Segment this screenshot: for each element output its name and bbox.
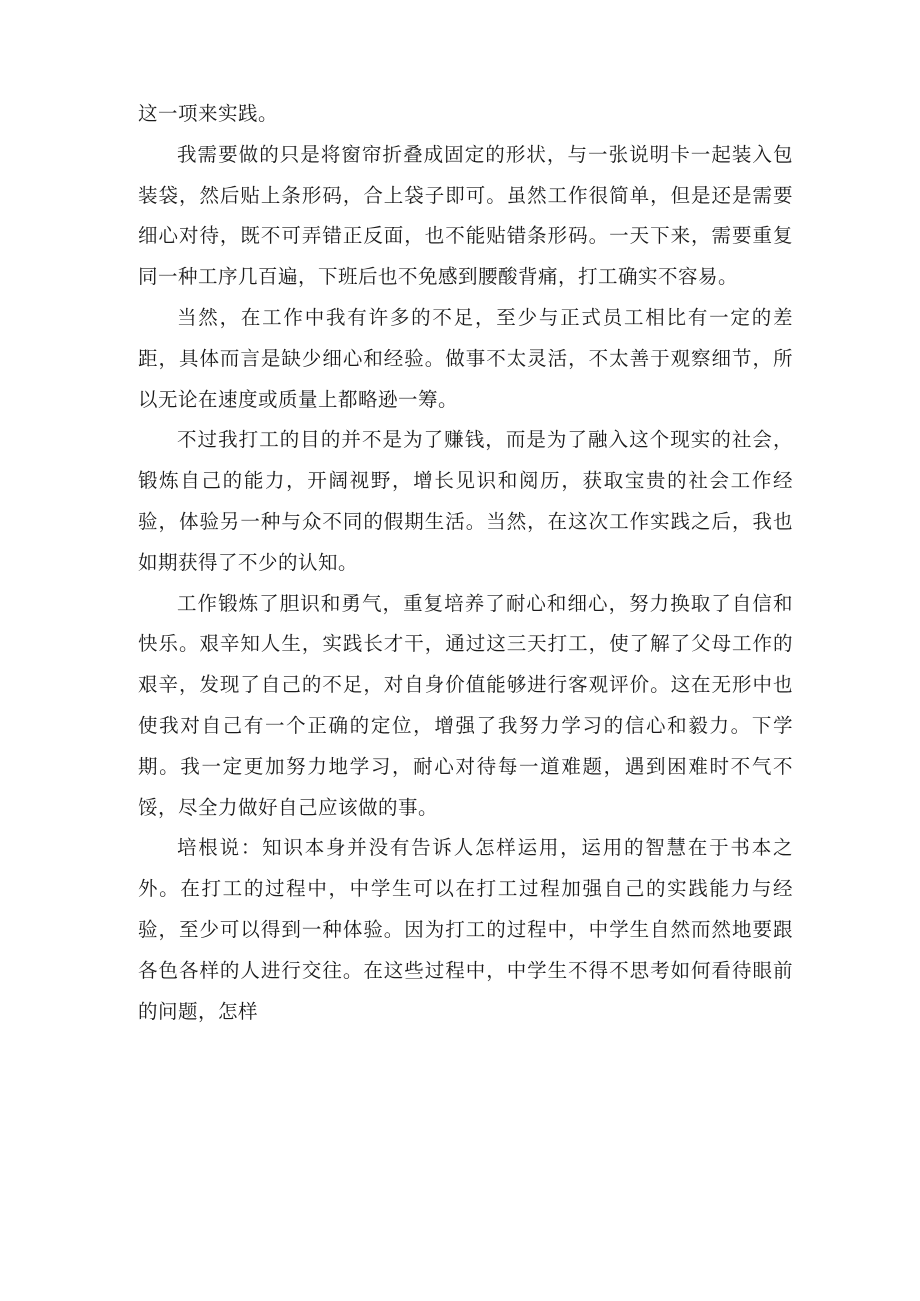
paragraph-gains: 工作锻炼了胆识和勇气，重复培养了耐心和细心，努力换取了自信和快乐。艰辛知人生，实践长才干，通过这三天打工，使了解了父母工作的艰辛，发现了自己的不足，对自身价值能够进行客观评价。这在无形中也使我对自己有一个正确的定位，增强了我努力学习的信心和毅力。下学期。我一定更加努力地学习，耐心对待每一道难题，遇到困难时不气不馁，尽全力做好自己应该做的事。 [138, 591, 793, 819]
paragraph-continued: 这一项来实践。 [138, 102, 279, 125]
paragraph-bacon-quote: 培根说：知识本身并没有告诉人怎样运用，运用的智慧在于书本之外。在打工的过程中，中学生可以在打工过程加强自己的实践能力与经验，至少可以得到一种体验。因为打工的过程中，中学生自然而然地要跟各色各样的人进行交往。在这些过程中，中学生不得不思考如何看待眼前的问题，怎样 [138, 836, 793, 1023]
paragraph-shortcomings: 当然，在工作中我有许多的不足，至少与正式员工相比有一定的差距，具体而言是缺少细心和经验。做事不太灵活，不太善于观察细节，所以无论在速度或质量上都略逊一筹。 [138, 305, 793, 411]
paragraph-packing-work: 我需要做的只是将窗帘折叠成固定的形状，与一张说明卡一起装入包装袋，然后贴上条形码，合上袋子即可。虽然工作很简单，但是还是需要细心对待，既不可弄错正反面，也不能贴错条形码。一天下来，需要重复同一种工序几百遍，下班后也不免感到腰酸背痛，打工确实不容易。 [138, 142, 793, 289]
paragraph-purpose: 不过我打工的目的并不是为了赚钱，而是为了融入这个现实的社会，锻炼自己的能力，开阔视野，增长见识和阅历，获取宝贵的社会工作经验，体验另一种与众不同的假期生活。当然，在这次工作实践之后，我也如期获得了不少的认知。 [138, 428, 793, 574]
document-body [138, 94, 793, 1032]
